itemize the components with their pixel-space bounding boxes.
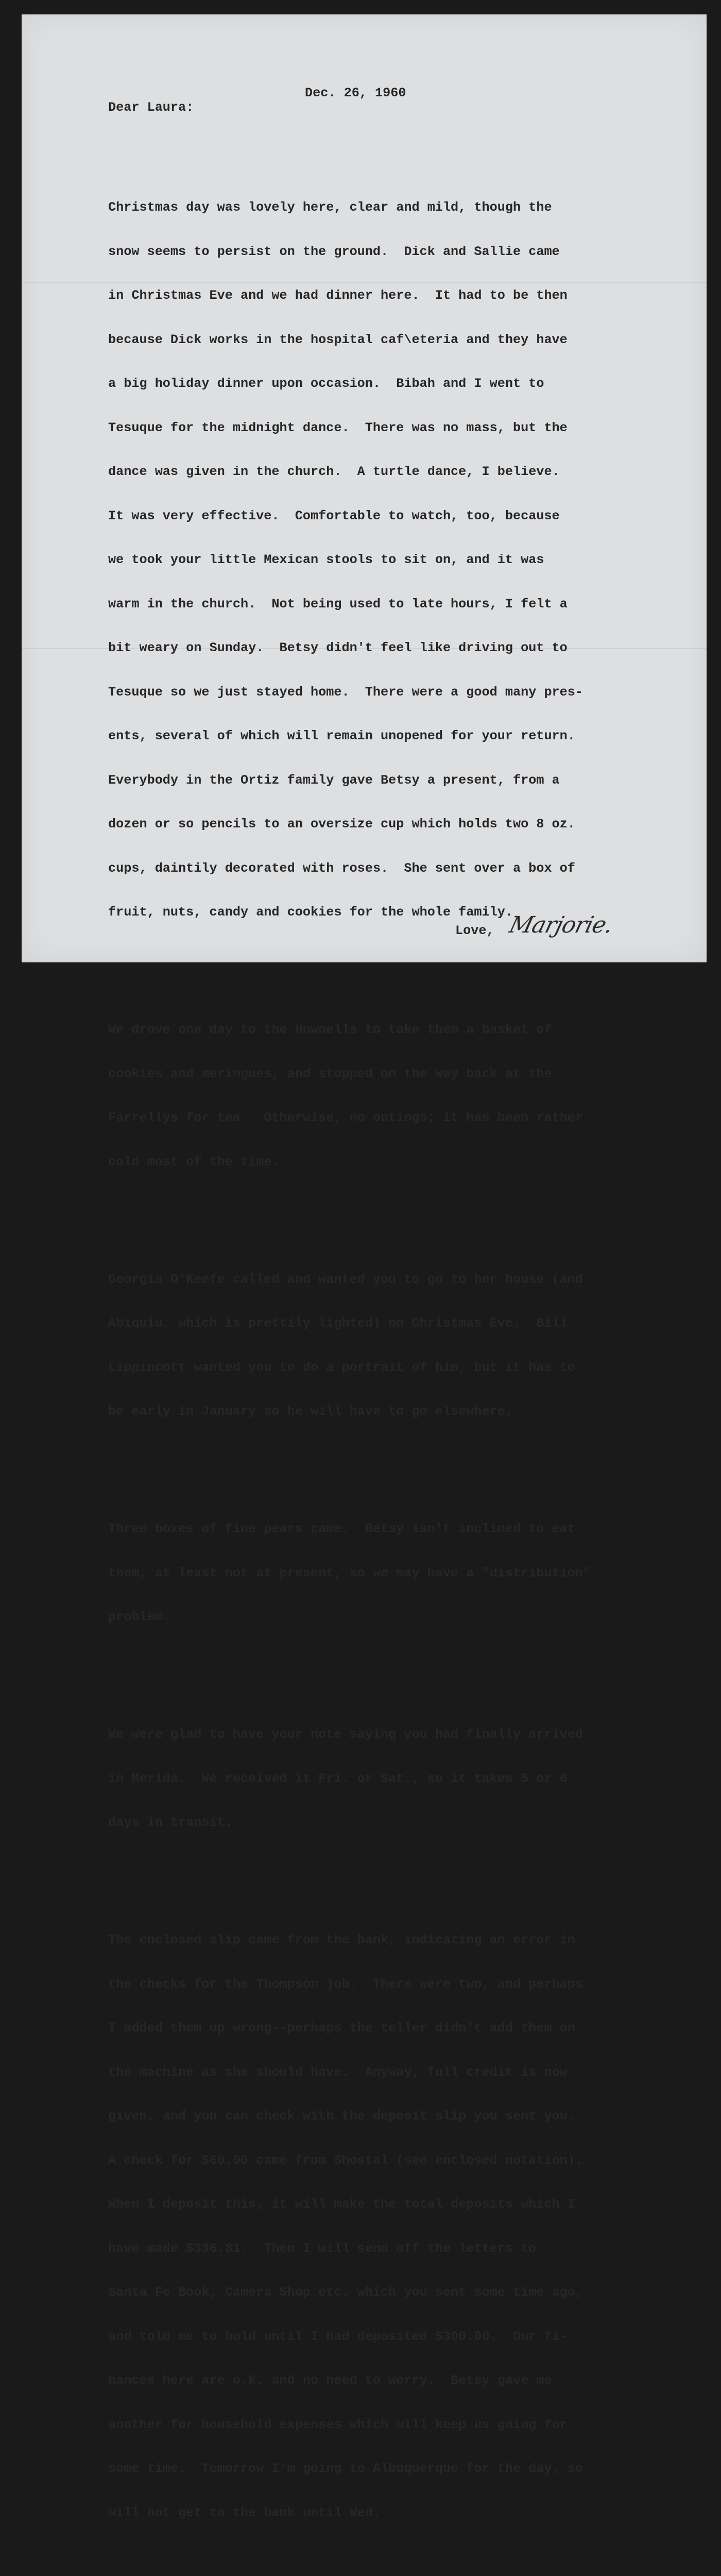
body-line: cups, daintily decorated with roses. She sent over a box of [108, 860, 575, 876]
letter-salutation: Dear Laura: [108, 100, 194, 115]
paragraph-merida [108, 1698, 591, 1860]
body-line: I added them up wrong--perhaps the teller didn't add them on [108, 2021, 575, 2036]
body-line: the machine as she should have. Anyway, full credit is now [108, 2064, 568, 2080]
body-line: A check for $60.00 came from Shostal (see enclosed notation). [108, 2153, 583, 2168]
paragraph-christmas [108, 171, 591, 950]
body-line: Three boxes of fine pears came. Betsy isn't inclined to eat [108, 1521, 575, 1536]
body-line: dozen or so pencils to an oversize cup which holds two 8 oz. [108, 817, 575, 832]
body-line: and told me to hold until I had deposited $300.00. Our fi- [108, 2329, 568, 2344]
body-line: When I deposit this, it will make the total deposits which I [108, 2197, 575, 2212]
body-line: another for household expenses which will keep us going for [108, 2417, 568, 2432]
body-line: We drove one day to the Hownells to take them a basket of [108, 1022, 552, 1037]
body-line: have made $336.81. Then I will send off the letters to [108, 2241, 537, 2256]
body-line: a big holiday dinner upon occasion. Bibah and I went to [108, 376, 544, 391]
body-line: It was very effective. Comfortable to watch, too, because [108, 508, 560, 523]
body-line: snow seems to persist on the ground. Dick and Sallie came [108, 244, 560, 259]
body-line: fruit, nuts, candy and cookies for the whole family. [108, 905, 513, 920]
body-line: bit weary on Sunday. Betsy didn't feel like driving out to [108, 640, 568, 655]
body-line: Everybody in the Ortiz family gave Betsy a present, from a [108, 772, 560, 788]
paragraph-okeefe [108, 1243, 591, 1449]
body-line: Christmas day was lovely here, clear and mild, though the [108, 200, 552, 215]
body-line: Tesuque for the midnight dance. There was no mass, but the [108, 420, 568, 435]
body-line: Georgia O'Keefe called and wanted you to go to her house (and [108, 1272, 583, 1287]
body-line: some time. Tomorrow I'm going to Albuquerque for the day, so [108, 2461, 583, 2476]
body-line: in Christmas Eve and we had dinner here. It had to be then [108, 288, 568, 303]
body-line: cookies and meringues, and stopped on the way back at the [108, 1066, 552, 1081]
paragraph-bank [108, 1904, 591, 2550]
body-line: we took your little Mexican stools to sit on, and it was [108, 552, 544, 567]
body-line: The enclosed slip came from the bank, indicating an error in [108, 1933, 575, 1947]
body-line: because Dick works in the hospital caf\eteria and they have [108, 332, 568, 347]
body-line: Santa Fe Book, Camera Shop etc. which you sent some time ago, [108, 2285, 583, 2300]
body-line: warm in the church. Not being used to late hours, I felt a [108, 596, 568, 612]
letter-closing: Love, [455, 923, 494, 938]
body-line: ents, several of which will remain unopened for your return. [108, 728, 575, 743]
body-line: the checks for the Thompson job. There were two, and perhaps [108, 1976, 583, 1992]
body-line: Tesuque so we just stayed home. There were a good many pres- [108, 684, 583, 700]
body-line: days in transit. [108, 1815, 233, 1830]
body-line: in Merida. We received it Fri. or Sat., so it takes 5 or 6 [108, 1771, 568, 1786]
body-line: will not get to the bank until Wed. [108, 2505, 381, 2520]
body-line: Lippincott wanted you to do a portrait of him, but it has to [108, 1360, 575, 1375]
body-line: them, at least not at present, so we may have a "distribution" [108, 1565, 591, 1581]
body-line: Farrellys for tea. Otherwise, no outings; it has been rather [108, 1110, 583, 1125]
body-line: cold most of the time. [108, 1154, 280, 1170]
letter-body [108, 142, 591, 2576]
body-line: problem. [108, 1609, 170, 1624]
body-line: be early in January so he will have to go elsewhere. [108, 1404, 513, 1419]
paragraph-pears [108, 1493, 591, 1654]
body-line: We were glad to have your note saying you had finally arrived [108, 1727, 583, 1742]
body-line: dance was given in the church. A turtle dance, I believe. [108, 464, 560, 479]
paragraph-outings [108, 993, 591, 1199]
body-line: nances here are o.k. and no need to worry. Betsy gave me [108, 2373, 552, 2388]
letter-date: Dec. 26, 1960 [305, 86, 406, 100]
body-line: given, and you can check with the deposit slip you sent you. [108, 2109, 575, 2124]
handwritten-signature [506, 912, 615, 948]
signature-text: Marjorie. [506, 912, 615, 938]
body-line: Abiquiu, which is prettily lighted) on Christmas Eve. Bill [108, 1316, 568, 1331]
